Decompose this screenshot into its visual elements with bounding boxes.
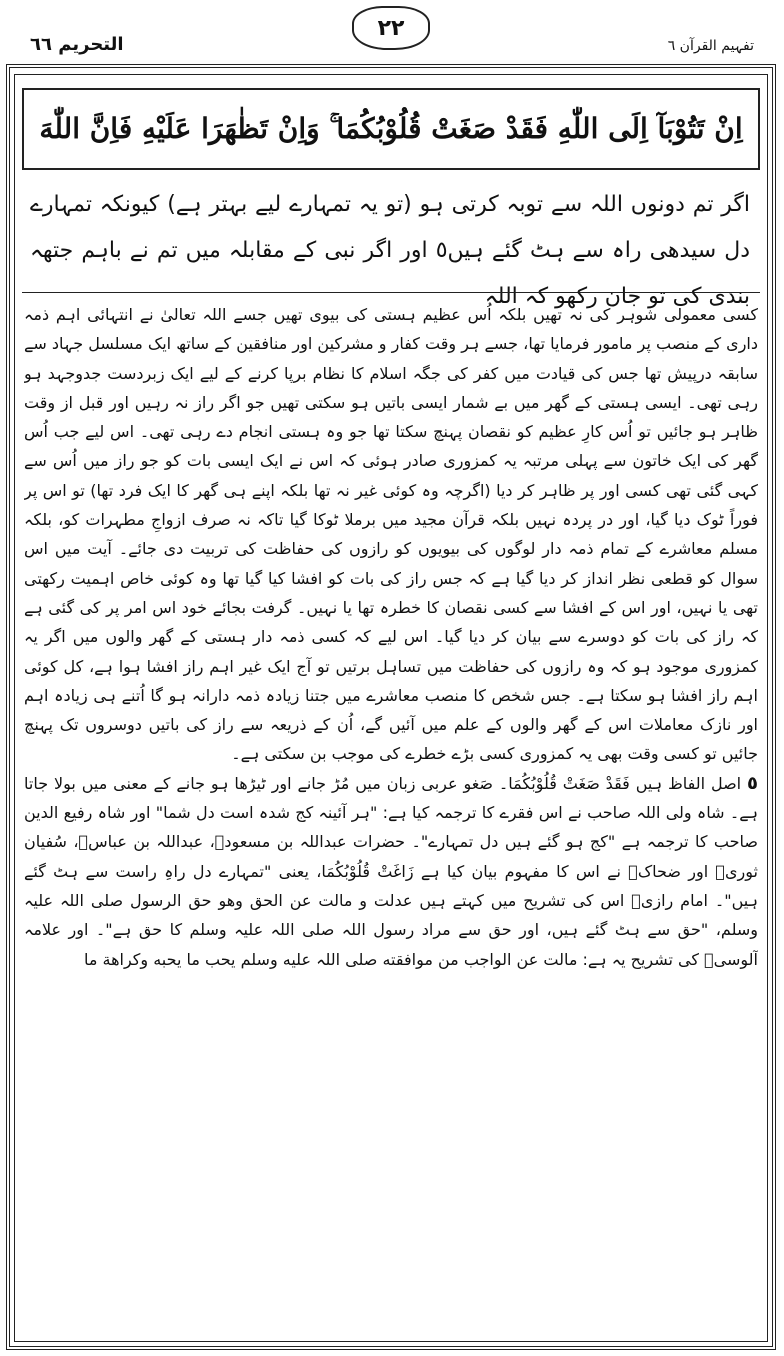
urdu-translation: اگر تم دونوں اللہ سے توبہ کرتی ہو (تو یہ تمہارے لیے بہتر ہے) کیونکہ تمہارے دل سیدھی راہ سے ہٹ گئے ہیں٥ اور اگر نبی کے مقابلہ میں تم نے باہم جتھہ بندی کی تو جان رکھو کہ اللہ [30, 192, 751, 309]
section-divider [22, 292, 760, 293]
commentary [24, 300, 758, 1340]
footnote-marker: ٥ [747, 772, 758, 794]
arabic-verse: اِنْ تَتُوْبَآ اِلَى اللّٰهِ فَقَدْ صَغَتْ قُلُوْبُكُمَا ۚ وَاِنْ تَظٰهَرَا عَلَيْهِ فَاِنَّ اللّٰهَ [39, 112, 743, 145]
book-title: تفہیم القرآن ٦ [667, 38, 754, 54]
commentary-paragraph-2-text: اصل الفاظ ہیں فَقَدْ صَغَتْ قُلُوْبُكُمَا۔ صَغو عربی زبان میں مُڑ جانے اور ٹیڑھا ہو جانے کے معنی میں بولا جاتا ہے۔ شاہ ولی اللہ صاحب نے اس فقرے کا ترجمہ کیا ہے: "ہر آئینہ کج شدہ است دل شما" اور شاہ رفیع الدین صاحب کا ترجمہ ہے "کج ہو گئے ہیں دل تمہارے"۔ حضرات عبداللہ بن مسعودؓ، عبداللہ بن عباسؓ، سُفیان ثوریؒ اور ضحاکؒ نے اس کا مفہوم بیان کیا ہے زَاغَتْ قُلُوْبُكُمَا، یعنی "تمہارے دل راہِ راست سے ہٹ گئے ہیں"۔ امام رازیؒ اس کی تشریح میں کہتے ہیں عدلت و مالت عن الحق وهو حق الرسول صلی اللہ علیہ وسلم، "حق سے ہٹ گئے ہیں، اور حق سے مراد رسول اللہ صلی اللہ علیہ وسلم کا حق ہے"۔ اور علامہ آلوسیؒ کی تشریح یہ ہے: مالت عن الواجب من موافقته صلی اللہ علیه وسلم یحب ما یحبه وکراهة ما [24, 773, 758, 969]
commentary-paragraph-2 [24, 769, 758, 974]
page-number-badge [352, 6, 430, 50]
arabic-verse-box [22, 88, 760, 170]
page-header [0, 0, 784, 62]
page-number: ٢٢ [377, 15, 405, 41]
commentary-paragraph-1: کسی معمولی شوہر کی نہ تھیں بلکہ اُس عظیم ہستی کی بیوی تھیں جسے اللہ تعالیٰ نے انتہائی اہم ذمہ داری کے منصب پر مامور فرمایا تھا، جسے ہر وقت کفار و مشرکین اور منافقین کے ساتھ ایک مسلسل جہاد سے سابقہ درپیش تھا جس کی قیادت میں کفر کی جگہ اسلام کا نظام برپا کرنے کے لیے ایک زبردست جدوجہد ہو رہی تھی۔ ایسی ہستی کے گھر میں بے شمار ایسی باتیں ہو سکتی تھیں جو اگر راز نہ رہیں اور قبل از وقت ظاہر ہو جائیں تو اُس کارِ عظیم کو نقصان پہنچ سکتا تھا جو وہ ہستی انجام دے رہی تھی۔ اس لیے جب اُس گھر کی ایک خاتون سے پہلی مرتبہ یہ کمزوری صادر ہوئی کہ اس نے ایک ایسی بات کو جو راز میں اُس سے کہی گئی تھی کسی اور پر ظاہر کر دیا (اگرچہ وہ کوئی غیر نہ تھا بلکہ اپنے ہی گھر کا ایک فرد تھا) تو اس پر فوراً ٹوک دیا گیا، اور در پردہ نہیں بلکہ قرآن مجید میں برملا ٹوکا گیا تاکہ نہ صرف ازواجِ مطہرات کو، بلکہ مسلم معاشرے کے تمام ذمہ دار لوگوں کی بیویوں کو رازوں کی حفاظت کی تربیت دی جائے۔ آیت میں اس سوال کو قطعی نظر انداز کر دیا گیا ہے کہ جس راز کی بات کو افشا کیا گیا تھا وہ کوئی خاص اہمیت رکھتی تھی یا نہیں، اور اس کے افشا سے کسی نقصان کا خطرہ تھا یا نہیں۔ گرفت بجائے خود اس امر پر کی گئی ہے کہ راز کی بات کو دوسرے سے بیان کر دیا گیا۔ اس لیے کہ کسی ذمہ دار ہستی کے گھر والوں میں اگر یہ کمزوری موجود ہو کہ وہ رازوں کی حفاظت میں تساہل برتیں تو آج ایک غیر اہم راز افشا ہوا ہے، کل کوئی اہم راز افشا ہو سکتا ہے۔ جس شخص کا منصب معاشرے میں جتنا زیادہ ذمہ دارانہ ہو گا اُتنے ہی زیادہ اہم اور نازک معاملات اس کے گھر والوں کے علم میں آئیں گے، اُن کے ذریعہ سے راز کی باتیں دوسروں تک پہنچ جائیں تو کسی وقت بھی یہ کمزوری کسی بڑے خطرے کی موجب بن سکتی ہے۔ [24, 305, 758, 764]
surah-name: التحریم ٦٦ [30, 34, 124, 55]
